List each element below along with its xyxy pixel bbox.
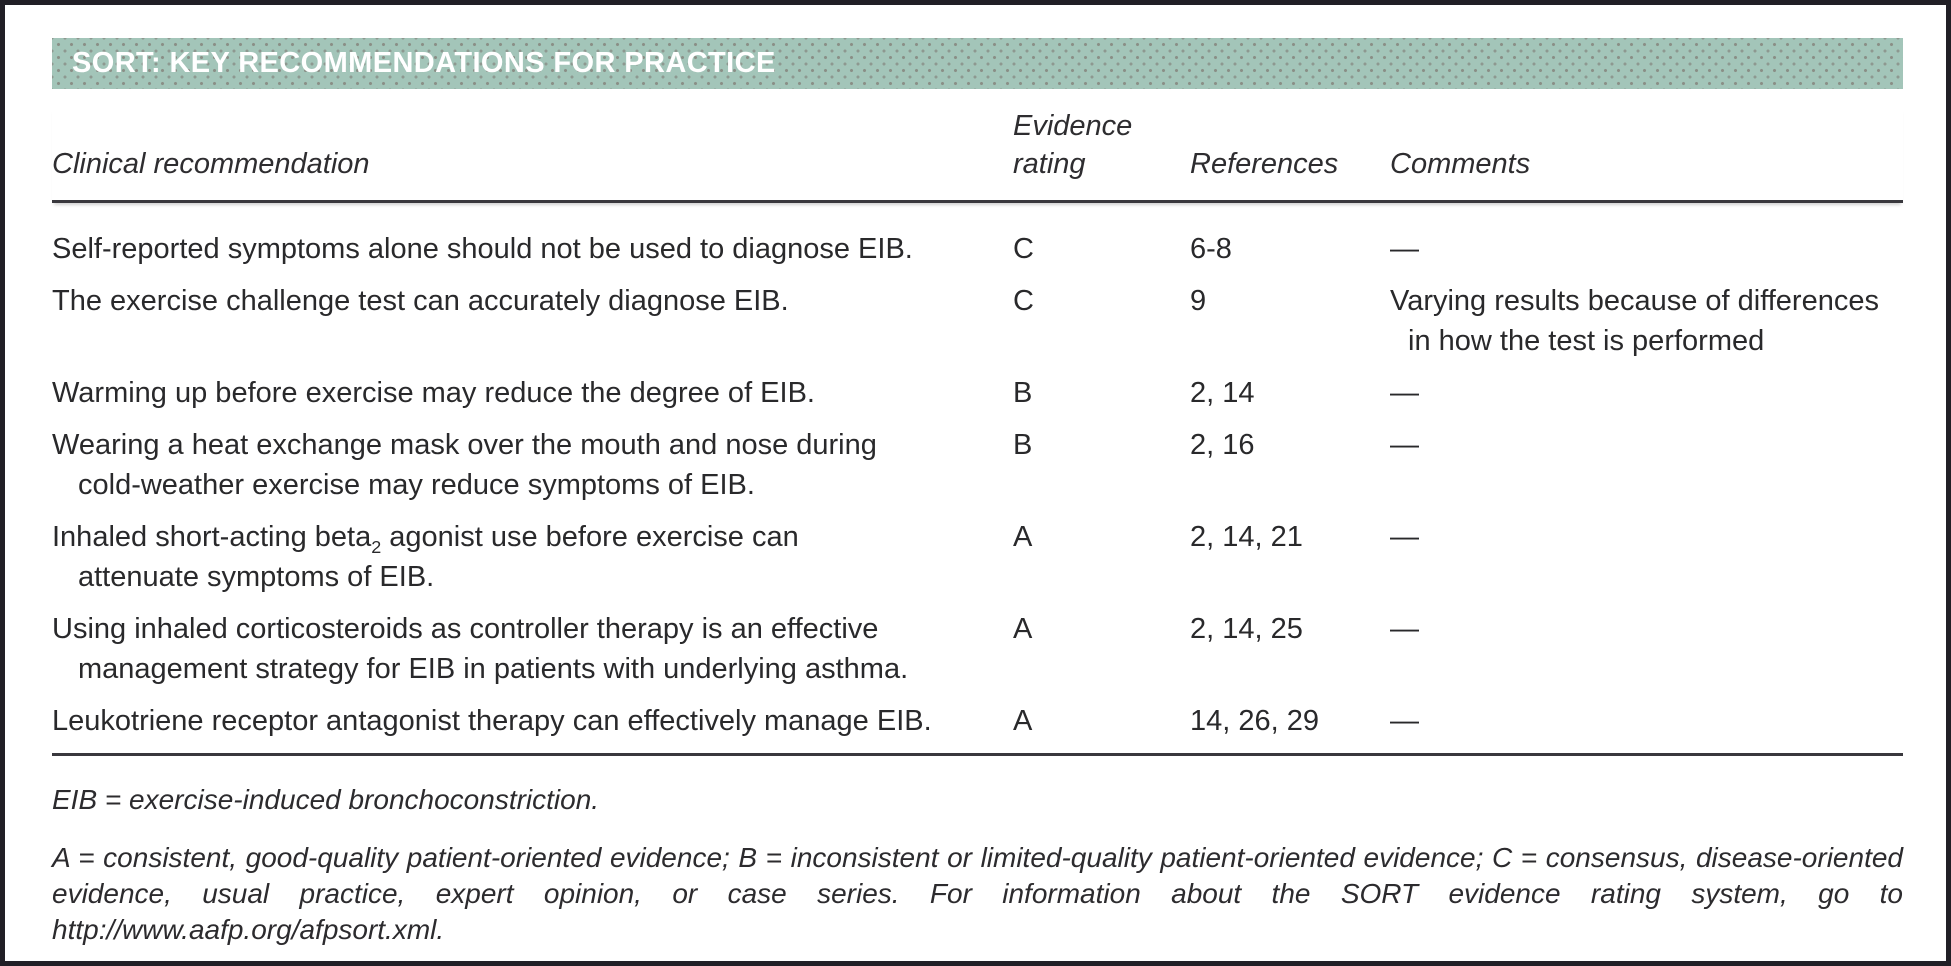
cell-evidence-rating: A bbox=[1013, 705, 1033, 737]
cell-clinical-recommendation: The exercise challenge test can accurately diagnose EIB. bbox=[52, 285, 789, 317]
cell-comments: — bbox=[1390, 233, 1419, 265]
table-header-row bbox=[52, 107, 1903, 203]
panel-header-bar bbox=[52, 38, 1903, 89]
cell-references: 2, 14 bbox=[1190, 377, 1255, 409]
table-row bbox=[52, 609, 1903, 689]
panel-content bbox=[52, 38, 1903, 948]
column-header-clinical-recommendation: Clinical recommendation bbox=[52, 148, 370, 180]
cell-comments: — bbox=[1390, 429, 1419, 461]
cell-evidence-rating: C bbox=[1013, 285, 1034, 317]
panel-title: SORT: KEY RECOMMENDATIONS FOR PRACTICE bbox=[72, 47, 776, 79]
table-bottom-rule bbox=[52, 753, 1903, 756]
cell-clinical-recommendation: Using inhaled corticosteroids as controller therapy is an effective management strategy for EIB in patients with underlying asthma. bbox=[52, 613, 909, 685]
column-header-references: References bbox=[1190, 148, 1339, 180]
abbreviation-footnote: EIB = exercise-induced bronchoconstriction. bbox=[52, 784, 600, 815]
cell-comments: — bbox=[1390, 377, 1419, 409]
table-row bbox=[52, 517, 1903, 597]
column-header-evidence-rating: Evidence rating bbox=[1013, 110, 1133, 180]
table-row bbox=[52, 281, 1903, 361]
table-body bbox=[52, 229, 1903, 741]
cell-references: 6-8 bbox=[1190, 233, 1232, 265]
cell-clinical-recommendation: Inhaled short-acting beta$_2$ agonist use before exercise can attenuate symptoms of EIB. bbox=[52, 521, 799, 593]
cell-references: 2, 14, 25 bbox=[1190, 613, 1303, 645]
cell-clinical-recommendation: Leukotriene receptor antagonist therapy can effectively manage EIB. bbox=[52, 705, 932, 737]
cell-comments: — bbox=[1390, 521, 1419, 553]
cell-evidence-rating: B bbox=[1013, 377, 1033, 409]
recommendations-table bbox=[52, 107, 1903, 741]
table-row bbox=[52, 373, 1903, 413]
evidence-rating-key-footnote: A = consistent, good-quality patient-oriented evidence; B = inconsistent or limited-quality patient-oriented evidence; C = consensus, disease-oriented evidence, usual practice, expert opinion, or case series. For information about the SORT evidence rating system, go to http://www.aafp.org/afpsort.xml. bbox=[52, 842, 1903, 945]
cell-comments: Varying results because of differences in how the test is performed bbox=[1390, 285, 1879, 357]
cell-comments: — bbox=[1390, 613, 1419, 645]
column-header-comments: Comments bbox=[1390, 148, 1531, 180]
cell-evidence-rating: A bbox=[1013, 521, 1033, 553]
cell-references: 2, 14, 21 bbox=[1190, 521, 1303, 553]
cell-comments: — bbox=[1390, 705, 1419, 737]
cell-references: 14, 26, 29 bbox=[1190, 705, 1319, 737]
cell-references: 9 bbox=[1190, 285, 1207, 317]
table-row bbox=[52, 425, 1903, 505]
cell-clinical-recommendation: Warming up before exercise may reduce the degree of EIB. bbox=[52, 377, 815, 409]
cell-clinical-recommendation: Wearing a heat exchange mask over the mouth and nose during cold-weather exercise may reduce symptoms of EIB. bbox=[52, 429, 877, 501]
table-row bbox=[52, 701, 1903, 741]
cell-evidence-rating: B bbox=[1013, 429, 1033, 461]
table-row bbox=[52, 229, 1903, 269]
cell-references: 2, 16 bbox=[1190, 429, 1255, 461]
cell-evidence-rating: C bbox=[1013, 233, 1034, 265]
cell-evidence-rating: A bbox=[1013, 613, 1033, 645]
cell-clinical-recommendation: Self-reported symptoms alone should not be used to diagnose EIB. bbox=[52, 233, 913, 265]
